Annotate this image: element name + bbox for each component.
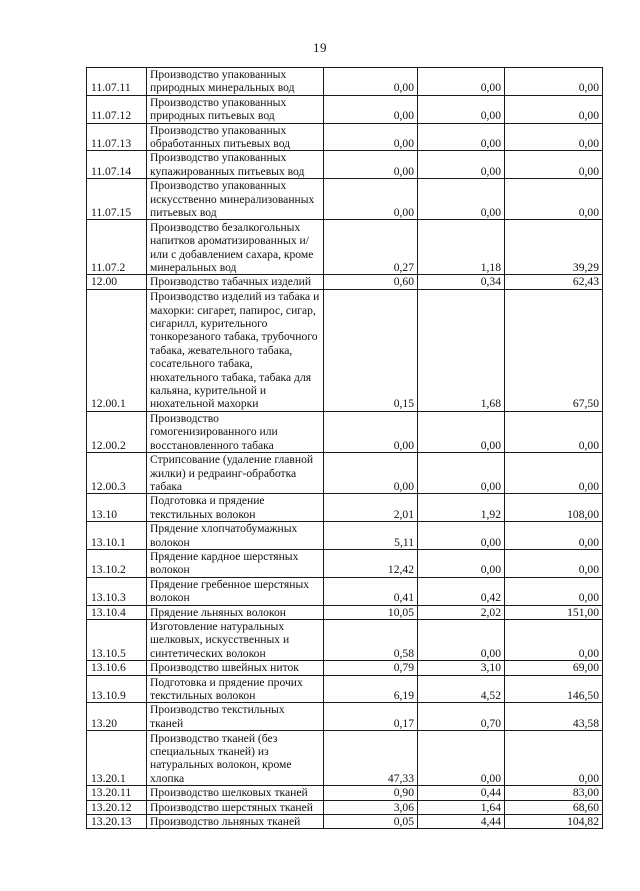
row-name: Производство шерстяных тканей	[147, 800, 324, 814]
row-code: 13.20.12	[87, 800, 147, 814]
row-value-3: 0,00	[505, 549, 603, 577]
row-name: Производство упакованных купажированных питьевых вод	[147, 151, 324, 179]
row-value-1: 0,15	[324, 289, 418, 411]
row-name: Прядение гребенное шерстяных волокон	[147, 577, 324, 605]
row-code: 13.10.1	[87, 522, 147, 550]
row-value-1: 0,00	[324, 179, 418, 220]
row-name: Подготовка и прядение текстильных волокон	[147, 494, 324, 522]
table-row	[87, 577, 603, 605]
row-value-2: 2,02	[418, 605, 505, 619]
row-value-1: 0,00	[324, 95, 418, 123]
row-code: 11.07.15	[87, 179, 147, 220]
table-row	[87, 275, 603, 289]
row-code: 13.10.9	[87, 675, 147, 703]
row-value-2: 1,68	[418, 289, 505, 411]
row-value-2: 0,00	[418, 453, 505, 494]
row-value-3: 0,00	[505, 123, 603, 151]
row-name: Производство упакованных природных минеральных вод	[147, 68, 324, 96]
row-value-3: 0,00	[505, 179, 603, 220]
activity-table	[86, 67, 603, 829]
row-name: Стрипсование (удаление главной жилки) и редраинг-обработка табака	[147, 453, 324, 494]
row-value-3: 0,00	[505, 95, 603, 123]
row-value-1: 5,11	[324, 522, 418, 550]
row-value-1: 0,00	[324, 68, 418, 96]
row-code: 12.00	[87, 275, 147, 289]
row-value-1: 0,27	[324, 220, 418, 275]
row-value-1: 2,01	[324, 494, 418, 522]
row-name: Производство безалкогольных напитков ароматизированных и/или с добавлением сахара, кроме минеральных вод	[147, 220, 324, 275]
row-value-3: 39,29	[505, 220, 603, 275]
row-value-2: 0,00	[418, 123, 505, 151]
row-code: 13.10.2	[87, 549, 147, 577]
row-code: 13.20.1	[87, 731, 147, 786]
row-value-3: 0,00	[505, 68, 603, 96]
table-row	[87, 68, 603, 96]
row-value-2: 1,18	[418, 220, 505, 275]
row-value-1: 0,00	[324, 411, 418, 452]
row-value-2: 1,92	[418, 494, 505, 522]
row-value-3: 146,50	[505, 675, 603, 703]
row-value-2: 0,00	[418, 549, 505, 577]
row-value-3: 0,00	[505, 151, 603, 179]
row-name: Производство упакованных искусственно минерализованных питьевых вод	[147, 179, 324, 220]
row-value-1: 0,00	[324, 123, 418, 151]
row-value-1: 0,00	[324, 453, 418, 494]
row-name: Производство табачных изделий	[147, 275, 324, 289]
row-name: Производство тканей (без специальных тканей) из натуральных волокон, кроме хлопка	[147, 731, 324, 786]
row-code: 13.20	[87, 703, 147, 731]
row-code: 12.00.2	[87, 411, 147, 452]
row-value-2: 4,52	[418, 675, 505, 703]
row-value-2: 0,00	[418, 151, 505, 179]
row-value-3: 83,00	[505, 786, 603, 800]
row-name: Производство швейных ниток	[147, 661, 324, 675]
row-value-1: 10,05	[324, 605, 418, 619]
row-name: Производство изделий из табака и махорки: сигарет, папирос, сигар, сигарилл, курительного тонкорезаного табака, трубочного табака, жевательного табака, сосательного табака, нюхательного табака, табака для кальяна, курительной и нюхательной махорки	[147, 289, 324, 411]
table-row	[87, 220, 603, 275]
row-code: 12.00.3	[87, 453, 147, 494]
row-value-1: 0,58	[324, 619, 418, 660]
row-value-1: 6,19	[324, 675, 418, 703]
row-code: 11.07.11	[87, 68, 147, 96]
row-value-2: 3,10	[418, 661, 505, 675]
row-code: 11.07.14	[87, 151, 147, 179]
table-row	[87, 661, 603, 675]
row-code: 13.20.13	[87, 815, 147, 829]
table-row	[87, 815, 603, 829]
row-name: Производство упакованных природных питьевых вод	[147, 95, 324, 123]
row-value-1: 0,00	[324, 151, 418, 179]
row-code: 13.20.11	[87, 786, 147, 800]
row-name: Прядение хлопчатобумажных волокон	[147, 522, 324, 550]
row-value-3: 104,82	[505, 815, 603, 829]
row-value-2: 0,00	[418, 179, 505, 220]
row-name: Изготовление натуральных шелковых, искусственных и синтетических волокон	[147, 619, 324, 660]
row-value-3: 151,00	[505, 605, 603, 619]
page-number: 19	[313, 40, 327, 55]
row-value-2: 0,00	[418, 619, 505, 660]
row-code: 11.07.12	[87, 95, 147, 123]
table-row	[87, 151, 603, 179]
table-row	[87, 619, 603, 660]
row-value-1: 0,05	[324, 815, 418, 829]
table-row	[87, 800, 603, 814]
row-value-3: 108,00	[505, 494, 603, 522]
row-name: Прядение льняных волокон	[147, 605, 324, 619]
row-value-2: 0,00	[418, 68, 505, 96]
row-value-1: 12,42	[324, 549, 418, 577]
row-value-3: 0,00	[505, 731, 603, 786]
table-row	[87, 123, 603, 151]
row-value-2: 0,70	[418, 703, 505, 731]
row-value-3: 0,00	[505, 522, 603, 550]
row-value-2: 0,00	[418, 411, 505, 452]
table-row	[87, 786, 603, 800]
row-value-2: 0,34	[418, 275, 505, 289]
row-name: Производство шелковых тканей	[147, 786, 324, 800]
row-code: 12.00.1	[87, 289, 147, 411]
row-value-2: 4,44	[418, 815, 505, 829]
row-value-2: 0,42	[418, 577, 505, 605]
row-value-3: 67,50	[505, 289, 603, 411]
row-value-3: 69,00	[505, 661, 603, 675]
row-value-3: 68,60	[505, 800, 603, 814]
row-code: 11.07.2	[87, 220, 147, 275]
table-row	[87, 179, 603, 220]
row-value-1: 0,90	[324, 786, 418, 800]
row-code: 13.10.3	[87, 577, 147, 605]
row-value-3: 0,00	[505, 411, 603, 452]
table-row	[87, 289, 603, 411]
row-name: Производство льняных тканей	[147, 815, 324, 829]
row-code: 13.10.4	[87, 605, 147, 619]
table-row	[87, 95, 603, 123]
row-value-3: 0,00	[505, 453, 603, 494]
row-code: 13.10	[87, 494, 147, 522]
row-value-3: 0,00	[505, 619, 603, 660]
row-name: Подготовка и прядение прочих текстильных волокон	[147, 675, 324, 703]
table-row	[87, 731, 603, 786]
row-code: 13.10.5	[87, 619, 147, 660]
table-row	[87, 411, 603, 452]
row-value-3: 43,58	[505, 703, 603, 731]
table-row	[87, 703, 603, 731]
row-code: 13.10.6	[87, 661, 147, 675]
row-name: Производство упакованных обработанных питьевых вод	[147, 123, 324, 151]
row-value-2: 1,64	[418, 800, 505, 814]
table-row	[87, 453, 603, 494]
row-value-3: 0,00	[505, 577, 603, 605]
row-code: 11.07.13	[87, 123, 147, 151]
table-row	[87, 522, 603, 550]
row-value-2: 0,00	[418, 731, 505, 786]
row-value-2: 0,44	[418, 786, 505, 800]
row-value-1: 0,60	[324, 275, 418, 289]
row-value-2: 0,00	[418, 95, 505, 123]
row-value-1: 0,79	[324, 661, 418, 675]
row-name: Прядение кардное шерстяных волокон	[147, 549, 324, 577]
row-value-2: 0,00	[418, 522, 505, 550]
row-value-1: 47,33	[324, 731, 418, 786]
row-name: Производство гомогенизированного или восстановленного табака	[147, 411, 324, 452]
row-name: Производство текстильных тканей	[147, 703, 324, 731]
row-value-1: 3,06	[324, 800, 418, 814]
row-value-3: 62,43	[505, 275, 603, 289]
table-row	[87, 675, 603, 703]
table-row	[87, 605, 603, 619]
table-row	[87, 549, 603, 577]
row-value-1: 0,17	[324, 703, 418, 731]
row-value-1: 0,41	[324, 577, 418, 605]
table-row	[87, 494, 603, 522]
